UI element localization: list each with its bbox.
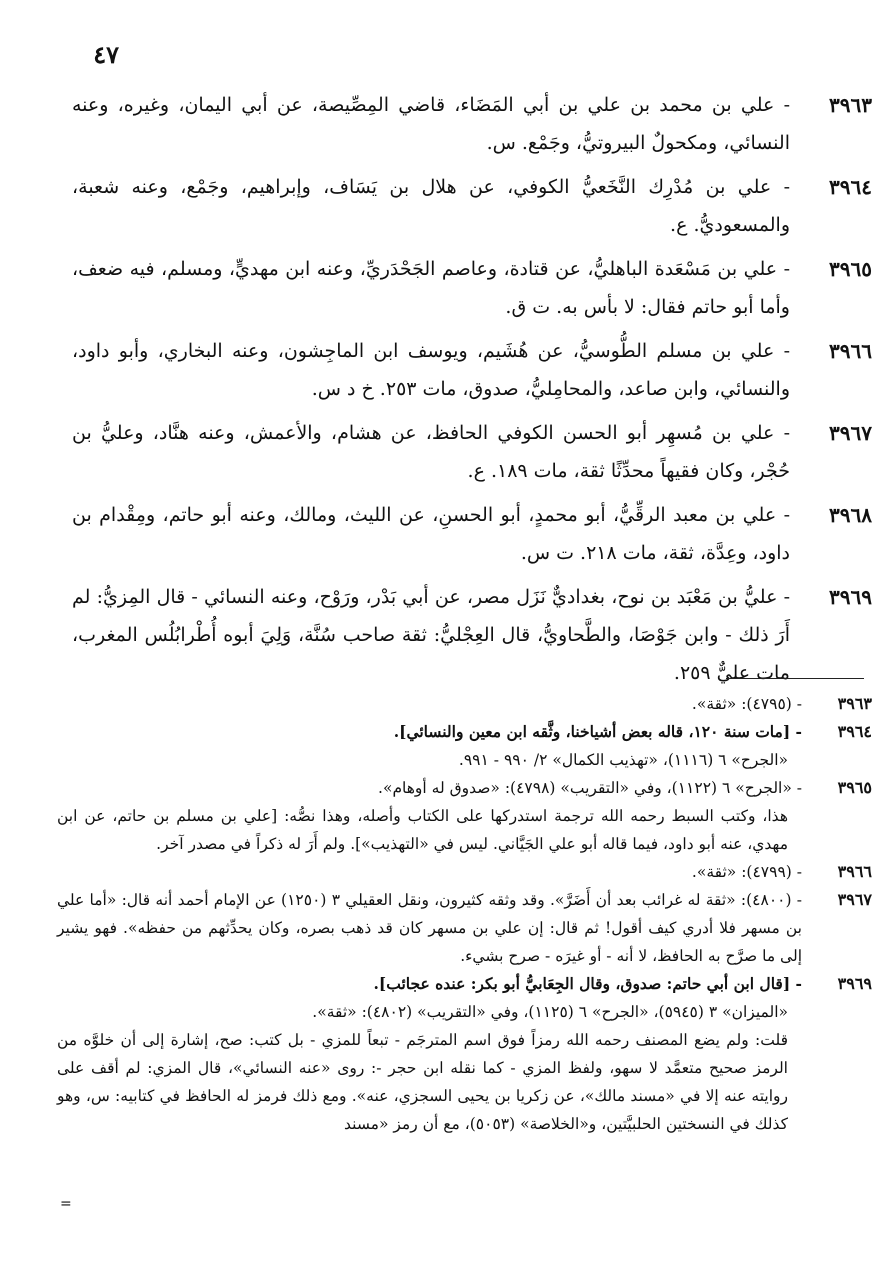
footnote: [57, 858, 872, 886]
main-entries: [72, 86, 872, 698]
entry-number: ٣٩٦٨: [829, 503, 872, 527]
entry-number: ٣٩٦٧: [829, 421, 872, 445]
entry-number: ٣٩٦٥: [829, 257, 872, 281]
entry-number: ٣٩٦٦: [829, 339, 872, 363]
biography-entry: [72, 250, 872, 326]
footnote: [57, 886, 872, 970]
footnote-number: ٣٩٦٤: [837, 722, 872, 741]
footnote-text: هذا، وكتب السبط رحمه الله ترجمة استدركها على الكتاب وأصله، وهذا نصُّه: [علي بن مسلم بن حاتم، عن ابن مهدي، عنه أبو داود، فيما قاله أبو علي الجَيَّاني. ليس في «التهذيب»]. ولم أَرَ له ذكراً في مصدر آخر.: [57, 807, 788, 853]
footnote: [57, 718, 872, 774]
entry-number: ٣٩٦٩: [829, 585, 872, 609]
entry-text: - علي بن محمد بن علي بن أبي المَضَاء، قاضي المِصِّيصة، عن أبي اليمان، وغيره، وعنه النسائي، ومكحولٌ البيروتيُّ، وجَمْع. س.: [72, 94, 790, 154]
footnote: [57, 774, 872, 858]
biography-entry: [72, 86, 872, 162]
footnote-text: «الميزان» ٣ (٥٩٤٥)، «الجرح» ٦ (١١٢٥)، وفي «التقريب» (٤٨٠٢): «ثقة».: [312, 1003, 788, 1021]
page-number: ٤٧: [93, 40, 119, 69]
entry-text: - عليُّ بن مَعْبَد بن نوح، بغداديٌّ نَزَل مصر، عن أبي بَدْر، ورَوْح، وعنه النسائي - قال المِزيُّ: لم أَرَ ذلك - وابن جَوْصَا، والطَّحاويُّ، قال العِجْليُّ: ثقة صاحب سُنَّة، وَلِيَ أبوه أُطْرابُلُس المغرب، مات عليٌّ ٢٥٩.: [72, 586, 790, 684]
footnote-text: - (٤٨٠٠): «ثقة له غرائب بعد أن أَضَرَّ». وقد وثقه كثيرون، ونقل العقيلي ٣ (١٢٥٠) عن الإمام أحمد أنه قال: «أما علي بن مسهر فلا أدري كيف أقول! ثم قال: إن علي بن مسهر كان قد ذهب بصره، وكان يحدِّثهم من حفظه». فهو يشير إلى ما صرَّح به الحافظ، لا أنه - أو غيرَه - صرح بشيء.: [57, 891, 802, 965]
footnote-text: - [قال ابن أبي حاتم: صدوق، وقال الجِعَابيُّ أبو بكر: عنده عجائب].: [373, 974, 802, 993]
footnote-text: - (٤٧٩٩): «ثقة».: [691, 863, 802, 881]
footnote-text: - «الجرح» ٦ (١١٢٢)، وفي «التقريب» (٤٧٩٨): «صدوق له أوهام».: [378, 779, 802, 797]
biography-entry: [72, 168, 872, 244]
footnote: [57, 970, 872, 1138]
biography-entry: [72, 578, 872, 692]
footnote: [57, 690, 872, 718]
entry-text: - علي بن مُدْرِك النَّخَعيُّ الكوفي، عن هلال بن يَسَاف، وإبراهيم، وجَمْع، وعنه شعبة، والمسعوديُّ. ع.: [72, 176, 790, 236]
entry-text: - علي بن معبد الرقِّيُّ، أبو محمدٍ، أبو الحسنِ، عن الليث، ومالك، وعنه أبو حاتم، ومِقْدام بن داود، وعِدَّة، ثقة، مات ٢١٨. ت س.: [72, 504, 790, 564]
footnote-text: «الجرح» ٦ (١١١٦)، «تهذيب الكمال» ٢/ ٩٩٠ - ٩٩١.: [458, 751, 788, 769]
footnote-number: ٣٩٦٩: [837, 974, 872, 993]
footnote-text: - [مات سنة ١٢٠، قاله بعض أشياخنا، وثَّقه ابن معين والنسائي].: [393, 722, 802, 741]
biography-entry: [72, 332, 872, 408]
footnote-text: قلت: ولم يضع المصنف رحمه الله رمزاً فوق اسم المترجَم - تبعاً للمزي - بل كتب: صح، إشارة إلى أن خلوَّه من الرمز صحيح متعمَّد لا سهو، ولفظ المزي - كما نقله ابن حجر -: روى «عنه النسائي»، قال المزي: لم أقف على روايته عنه إلا في «مسند مالك»، عن زكريا بن يحيى السجزي، عنه». ومع ذلك فرمز له الحافظ في كتابيه: س، وهو كذلك في النسختين الحلبيَّتين، و«الخلاصة» (٥٠٥٣)، مع أن رمز «مسند: [57, 1031, 788, 1133]
footnote-number: ٣٩٦٦: [837, 862, 872, 881]
footnote-text: - (٤٧٩٥): «ثقة».: [691, 695, 802, 713]
footnote-number: ٣٩٦٣: [837, 694, 872, 713]
biography-entry: [72, 496, 872, 572]
continuation-mark: =: [60, 1196, 72, 1212]
entry-text: - علي بن مُسهِر أبو الحسن الكوفي الحافظ، عن هشام، والأعمش، وعنه هنَّاد، وعليُّ بن حُجْر، وكان فقيهاً محدِّثًا ثقة، مات ١٨٩. ع.: [72, 422, 790, 482]
footnote-divider: [726, 678, 864, 679]
biography-entry: [72, 414, 872, 490]
entry-text: - علي بن مسلم الطُّوسيُّ، عن هُشَيم، ويوسف ابن الماجِشون، وعنه البخاري، وأبو داود، والنسائي، وابن صاعد، والمحامِليُّ، صدوق، مات ٢٥٣. خ د س.: [72, 340, 790, 400]
footnotes: [57, 690, 872, 1138]
entry-number: ٣٩٦٣: [829, 93, 872, 117]
entry-number: ٣٩٦٤: [829, 175, 872, 199]
footnote-number: ٣٩٦٥: [837, 778, 872, 797]
footnote-number: ٣٩٦٧: [837, 890, 872, 909]
entry-text: - علي بن مَسْعَدة الباهليُّ، عن قتادة، وعاصم الجَحْدَريِّ، وعنه ابن مهديٍّ، ومسلم، فيه ضعف، وأما أبو حاتم فقال: لا بأس به. ت ق.: [72, 258, 790, 318]
